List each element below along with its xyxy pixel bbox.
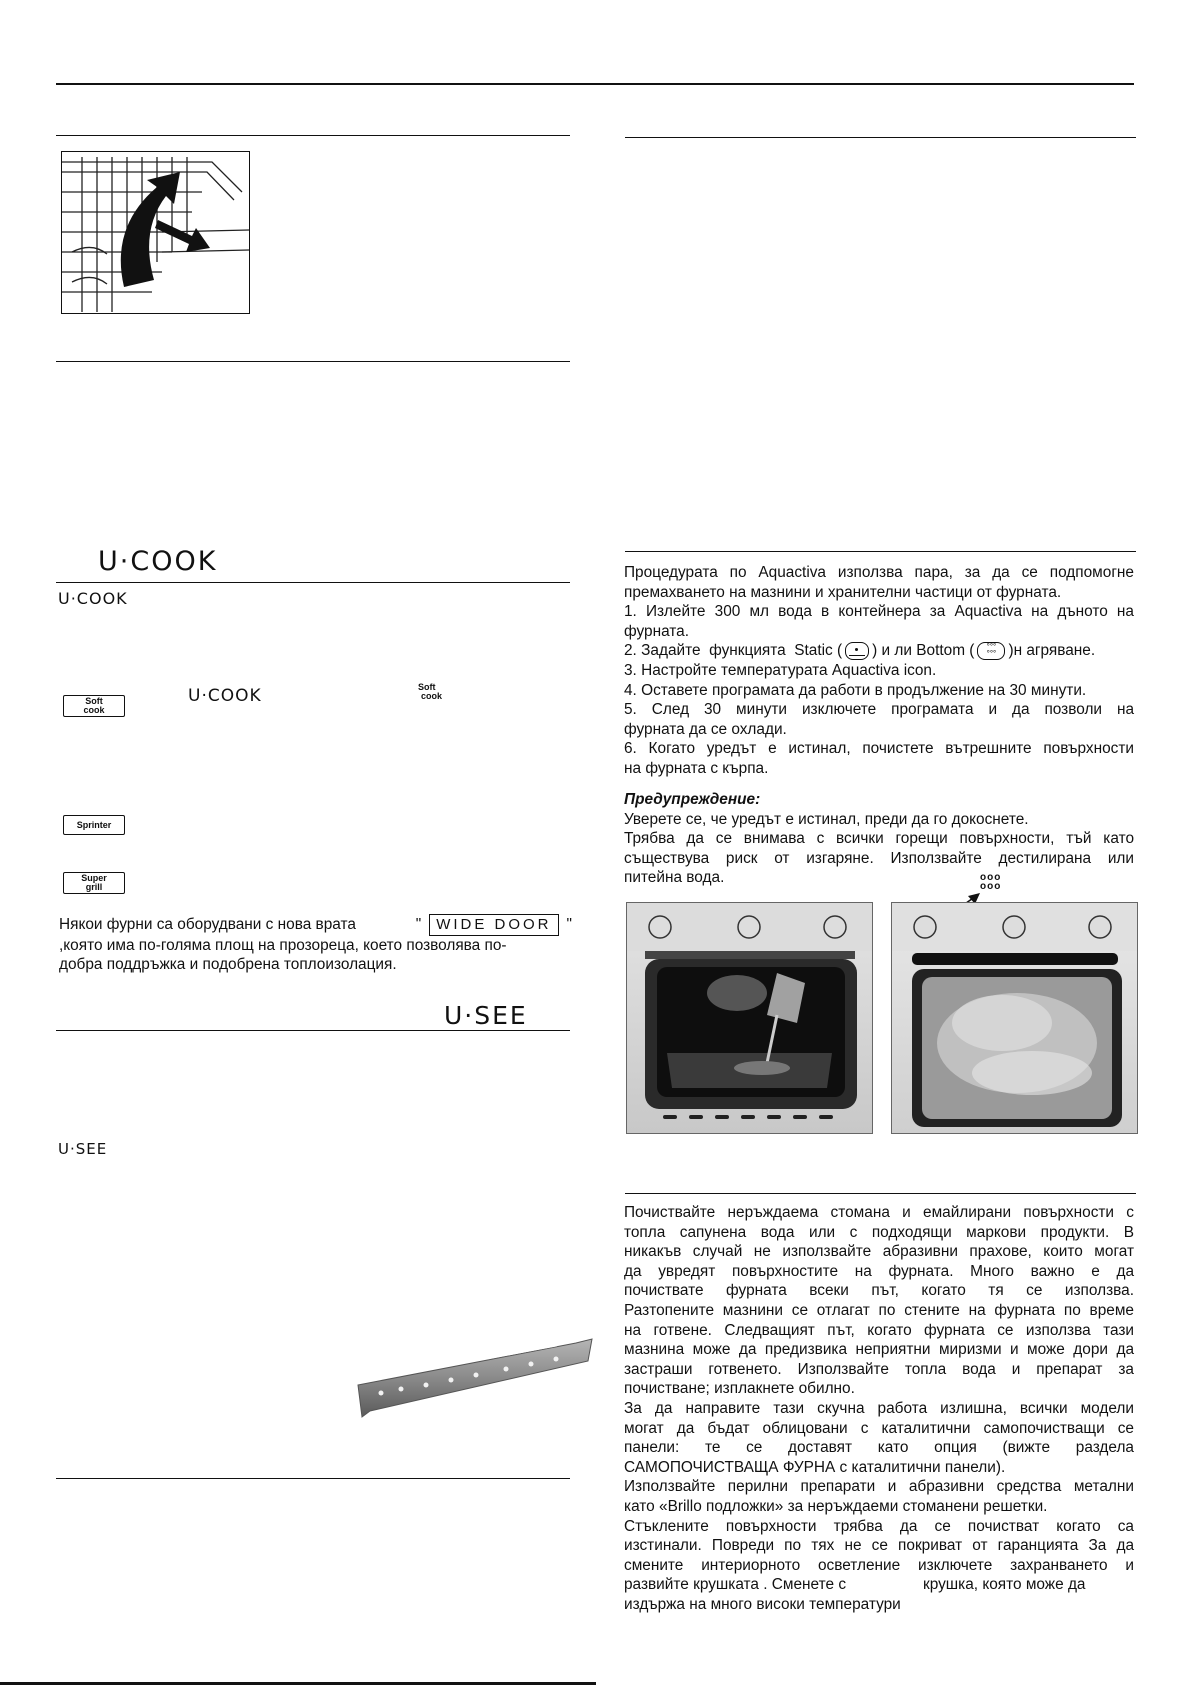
text-line: 4. Оставете програмата да работи в продължение на 30 минути.	[624, 681, 1087, 699]
warning-title: Предупреждение:	[624, 791, 761, 808]
text-line: почиствате фурната всеки път, когато тя се използва.	[624, 1282, 1134, 1300]
section-rule	[56, 361, 570, 362]
ucook-logo-large: U·COOK	[98, 546, 218, 577]
aquactiva-paragraph	[624, 563, 1134, 779]
text-line: могат да бъдат облицовани с каталитични самопочистващи се	[624, 1419, 1134, 1437]
text-line: 3. Настройте температурата Aquactiva icon.	[624, 661, 937, 679]
usee-logo-small: U·SEE	[58, 1140, 108, 1158]
text-line: съществува риск от изгаряне. Използвайте дестилирана или	[624, 849, 1134, 867]
text-line: 5. След 30 минути изключете програмата и да позволи на	[624, 701, 1134, 719]
oven-pouring-water-photo	[626, 902, 873, 1134]
section-rule	[56, 1030, 570, 1031]
text-line: почистване; изплакнете обилно.	[624, 1380, 855, 1398]
text-line: премахването на мазнини и хранителни частици от фурната.	[624, 583, 1062, 601]
text-line: да увредят повърхностите на фурната. Много важно е да	[624, 1262, 1134, 1280]
usee-logo-large: U·SEE	[444, 1001, 528, 1030]
text-line: застраши готвенето. Използвайте топла вода и препарат за	[624, 1360, 1134, 1378]
quote-mark: "	[566, 916, 572, 933]
badge-text: cook	[421, 691, 443, 701]
ucook-logo-small: U·COOK	[58, 589, 128, 608]
section-rule	[56, 135, 570, 136]
section-rule	[56, 1478, 570, 1479]
widedoor-text: ,която има по-голяма площ на прозореца, което позволява по-	[59, 936, 507, 954]
text-line: на фурната с кърпа.	[624, 759, 769, 777]
sprinter-badge	[63, 815, 125, 835]
badge-text: Soft	[418, 682, 436, 692]
badge-text: Super	[81, 873, 107, 883]
ucook-logo-inline: U·COOK	[188, 686, 262, 706]
text-line: За да направите тази скучна работа излишна, всички модели	[624, 1399, 1134, 1417]
text-line: 1. Излейте 300 мл вода в контейнера за Aquactiva на дъното на	[624, 603, 1134, 621]
text-line: фурната да се охлади.	[624, 720, 787, 738]
drops-icon: ooo ooo	[980, 872, 1002, 892]
supergrill-badge	[63, 872, 125, 894]
text-line: Стъклените повърхности трябва да се почистват когато са	[624, 1517, 1134, 1535]
text-line-step2	[624, 641, 1134, 661]
text-line: като «Brillo подложки» за неръждаеми стоманени решетки.	[624, 1497, 1048, 1515]
oven-steam-photo	[891, 902, 1138, 1134]
text-line: Процедурата по Aquactiva използва пара, за да се подпомогне	[624, 564, 1134, 581]
text-line: топла сапунена вода или с подходящи маркови продукти. В	[624, 1223, 1134, 1241]
text-line: 6. Когато уредът е истинал, почистете вътрешните повърхности	[624, 740, 1134, 758]
text-line: фурната.	[624, 622, 690, 640]
softcook-icon	[418, 683, 458, 707]
text-line: Разтопените мазнини се отлагат по стените на фурната по време	[624, 1301, 1134, 1319]
badge-text: Sprinter	[76, 819, 112, 830]
section-rule	[56, 582, 570, 583]
aquactiva-drops-icon: °°° °°°	[977, 642, 1005, 660]
badge-text: Soft	[85, 696, 103, 706]
text-line: издържа на много високи температури	[624, 1595, 901, 1613]
text-line: питейна вода.	[624, 869, 725, 887]
warning-block	[624, 790, 1134, 888]
text-line: Уверете се, че уредът е истинал, преди да го докоснете.	[624, 810, 1029, 828]
text-line: никакъв случай не използвайте абразивни прахове, които могат	[624, 1243, 1134, 1261]
badge-text: cook	[83, 705, 105, 715]
text-line: панели: те се доставят като опция (вижте раздела	[624, 1439, 1134, 1457]
softcook-badge	[63, 695, 125, 717]
section-rule	[625, 551, 1136, 552]
text-line: САМОПОЧИСТВАЩА ФУРНА с каталитични панели).	[624, 1458, 1006, 1476]
text-line: развийте крушката . Сменете с крушка, която може да	[624, 1576, 1086, 1594]
shelf-rail-image	[356, 1333, 593, 1419]
widedoor-paragraph	[59, 914, 572, 975]
section-rule	[625, 137, 1136, 138]
step2-text: 2. Задайте функцията Static (	[624, 642, 843, 660]
cleaning-paragraph	[624, 1203, 1134, 1614]
text-line: на готвене. Следващият път, когато фурната се използва тази	[624, 1321, 1134, 1339]
badge-text: grill	[85, 882, 103, 892]
step2-text: ) и ли Bottom (	[872, 642, 975, 660]
page-top-rule	[56, 83, 1134, 85]
widedoor-label: WIDE DOOR	[429, 914, 558, 936]
quote-mark: "	[415, 916, 422, 933]
text-line: Използвайте перилни препарати и абразивни средства метални	[624, 1478, 1134, 1496]
static-function-icon	[845, 642, 869, 660]
text-line: мазнина може да предизвика неприятни миризми и може дори да	[624, 1341, 1134, 1359]
text-line: Трябва да се внимава с всички горещи повърхности, тъй като	[624, 830, 1134, 848]
text-line: изстинали. Повреди по тях не се покриват от гаранцията За да	[624, 1537, 1134, 1555]
section-rule	[625, 1193, 1136, 1194]
step2-text: )н агряване.	[1008, 642, 1096, 660]
shelf-removal-illustration	[61, 151, 250, 314]
text-line: смените интериорното осветление изключете захранването и	[624, 1556, 1134, 1574]
widedoor-text: Някои фурни са оборудвани с нова врата	[59, 916, 356, 933]
widedoor-text: добра поддръжка и подобрена топлоизолация.	[59, 956, 397, 974]
text-line: Почиствайте неръждаема стомана и емайлирани повърхности с	[624, 1204, 1134, 1221]
